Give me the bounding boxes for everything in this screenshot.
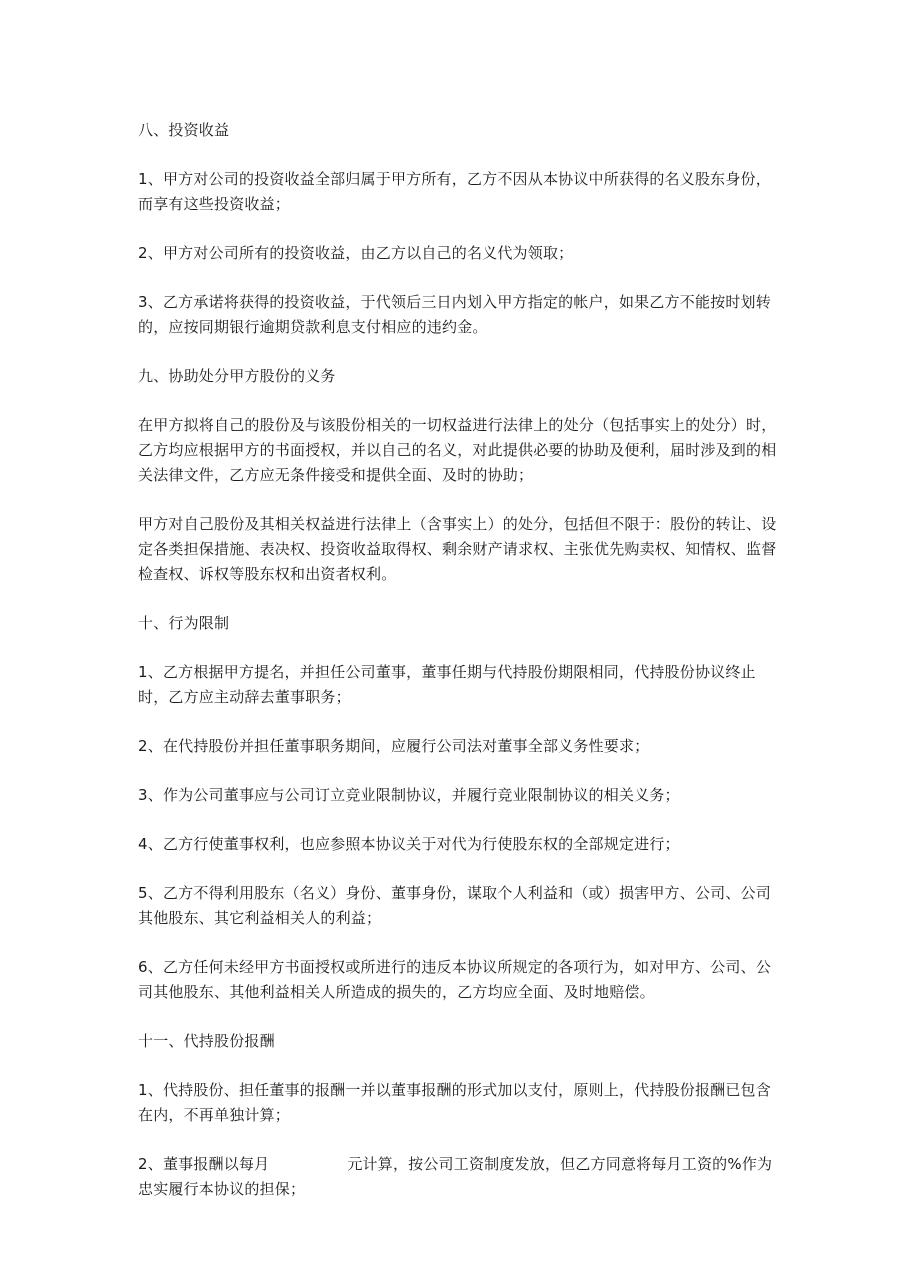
paragraph: 2、甲方对公司所有的投资收益，由乙方以自己的名义代为领取； — [138, 244, 574, 262]
paragraph: 甲方对自己股份及其相关权益进行法律上（含事实上）的处分，包括但不限于：股份的转让、设定各类担保措施、表决权、投资收益取得权、剩余财产请求权、主张优先购卖权、知情权、监督检查权、诉权等股东权和出资者权利。 — [138, 515, 777, 583]
paragraph-part: 元计算，按公司工资制度发放，但乙方同意将每月工资的%作为忠实履行本协议的担保； — [138, 1155, 773, 1198]
paragraph: 1、代持股份、担任董事的报酬一并以董事报酬的形式加以支付，原则上，代持股份报酬已包含在内，不再单独计算； — [138, 1081, 771, 1124]
paragraph: 6、乙方任何未经甲方书面授权或所进行的违反本协议所规定的各项行为，如对甲方、公司、公司其他股东、其他利益相关人所造成的损失的，乙方均应全面、及时地赔偿。 — [138, 958, 771, 1001]
section-heading-conduct-restrictions: 十、行为限制 — [138, 614, 230, 632]
section-heading-assist-disposal: 九、协助处分甲方股份的义务 — [138, 367, 336, 385]
paragraph-part: 2、董事报酬以每月 — [138, 1155, 270, 1173]
paragraph: 在甲方拟将自己的股份及与该股份相关的一切权益进行法律上的处分（包括事实上的处分）时，乙方均应根据甲方的书面授权，并以自己的名义，对此提供必要的协助及便利，届时涉及到的相关法律文件，乙方应无条件接受和提供全面、及时的协助； — [138, 416, 777, 484]
paragraph: 1、乙方根据甲方提名，并担任公司董事，董事任期与代持股份期限相同，代持股份协议终止时，乙方应主动辞去董事职务； — [138, 663, 756, 706]
paragraph: 3、乙方承诺将获得的投资收益，于代领后三日内划入甲方指定的帐户，如果乙方不能按时划转的，应按同期银行逾期贷款利息支付相应的违约金。 — [138, 293, 771, 336]
paragraph-with-blank — [138, 1152, 778, 1202]
section-heading-investment-returns: 八、投资收益 — [138, 121, 230, 139]
paragraph: 4、乙方行使董事权利，也应参照本协议关于对代为行使股东权的全部规定进行； — [138, 835, 680, 853]
document-body — [138, 118, 778, 1226]
section-heading-custody-compensation: 十一、代持股份报酬 — [138, 1032, 275, 1050]
paragraph: 5、乙方不得利用股东（名义）身份、董事身份，谋取个人利益和（或）损害甲方、公司、公司其他股东、其它利益相关人的利益； — [138, 884, 771, 927]
paragraph: 3、作为公司董事应与公司订立竞业限制协议，并履行竞业限制协议的相关义务； — [138, 786, 680, 804]
paragraph: 2、在代持股份并担任董事职务期间，应履行公司法对董事全部义务性要求； — [138, 737, 650, 755]
paragraph: 1、甲方对公司的投资收益全部归属于甲方所有，乙方不因从本协议中所获得的名义股东身份，而享有这些投资收益； — [138, 170, 771, 213]
